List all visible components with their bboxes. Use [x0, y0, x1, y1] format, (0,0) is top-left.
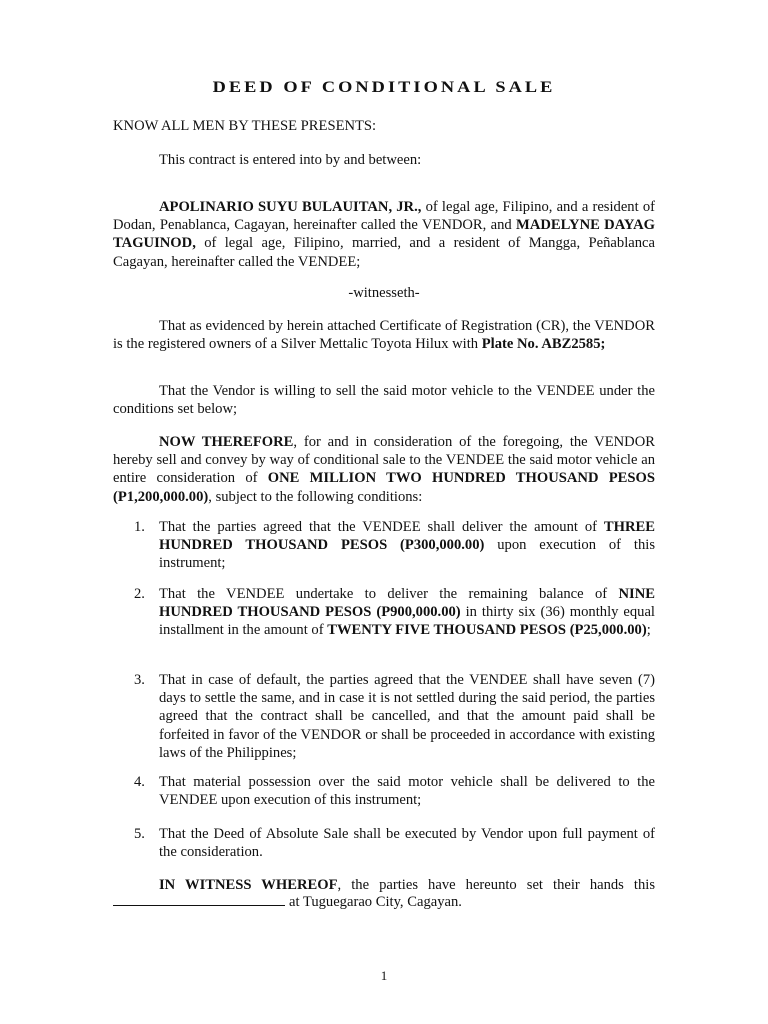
vendee-details: of legal age, Filipino, married, and a resident of Mangga, Peñablanca Cagayan, hereinafter called the VENDEE; [113, 235, 655, 270]
condition-text: That in case of default, the parties agreed that the VENDEE shall have seven (7) days to settle the same, and in case it is not settled during the said period, the parties agreed that the contract shall be cancelled, and that the amount paid shall be forfeited in favor of the VENDOR or shall be proceeded in accordance with existing laws of the Philippines; [159, 672, 655, 761]
registration-paragraph [113, 317, 655, 353]
total-consideration: ONE MILLION TWO HUNDRED THOUSAND PESOS (P1,200,000.00) [113, 470, 655, 505]
closing-line-2 [113, 893, 655, 911]
condition-clause: upon execution of this instrument; [159, 537, 655, 572]
condition-clause: ; [646, 622, 651, 639]
condition-text: That material possession over the said motor vehicle shall be delivered to the VENDEE upon execution of this instrument; [159, 774, 655, 809]
closing-text: , the parties have hereunto set their hands this [337, 877, 656, 893]
condition-number: 5. [134, 826, 145, 842]
condition-amount: TWENTY FIVE THOUSAND PESOS (P25,000.00) [327, 622, 647, 639]
condition-text: That the Deed of Absolute Sale shall be executed by Vendor upon full payment of the consideration. [159, 826, 655, 861]
plate-number: Plate No. ABZ2585; [481, 336, 606, 353]
closing-line-1 [113, 876, 655, 894]
vendor-name: APOLINARIO SUYU BULAUITAN, JR., [159, 199, 422, 215]
condition-clause: That the VENDEE undertake to deliver the remaining balance of [159, 586, 619, 602]
document-title: DEED OF CONDITIONAL SALE [212, 79, 556, 96]
registration-text: That as evidenced by herein attached Certificate of Registration (CR), the VENDOR is the registered owners of a Silver Mettalic Toyota Hilux with [113, 318, 655, 353]
vendor-details: of legal age, Filipino, and a resident of Dodan, Penablanca, Cagayan, hereinafter called the VENDOR, and [113, 199, 655, 234]
condition-text [159, 585, 655, 640]
now-therefore: NOW THEREFORE [159, 434, 294, 450]
consideration-paragraph [113, 433, 655, 506]
date-blank-line [113, 893, 285, 906]
closing-place: at Tuguegarao City, Cagayan. [289, 894, 462, 910]
consideration-text: , for and in consideration of the foregoing, the VENDOR hereby sell and convey by way of conditional sale to the VENDEE the said motor vehicle an entire consideration of [113, 434, 655, 487]
condition-amount: NINE HUNDRED THOUSAND PESOS (P900,000.00) [159, 586, 655, 621]
opening-line: KNOW ALL MEN BY THESE PRESENTS: [113, 118, 377, 134]
condition-number: 3. [134, 672, 145, 688]
vendee-name: MADELYNE DAYAG TAGUINOD, [113, 217, 655, 252]
parties-paragraph [113, 198, 655, 271]
condition-clause: That the parties agreed that the VENDEE shall deliver the amount of [159, 519, 604, 535]
page-number: 1 [380, 968, 388, 983]
intro-paragraph: This contract is entered into by and between: [159, 152, 422, 168]
witnesseth-heading: -witnesseth- [348, 285, 420, 301]
condition-number: 2. [134, 586, 145, 602]
condition-number: 1. [134, 519, 145, 535]
consideration-tail: , subject to the following conditions: [208, 488, 423, 505]
in-witness-whereof: IN WITNESS WHEREOF [159, 877, 338, 893]
willingness-paragraph: That the Vendor is willing to sell the said motor vehicle to the VENDEE under the conditions set below; [113, 383, 655, 418]
condition-amount: THREE HUNDRED THOUSAND PESOS (P300,000.00) [159, 519, 655, 554]
condition-number: 4. [134, 774, 145, 790]
condition-clause: in thirty six (36) monthly equal installment in the amount of [159, 604, 655, 639]
condition-text [159, 518, 655, 573]
